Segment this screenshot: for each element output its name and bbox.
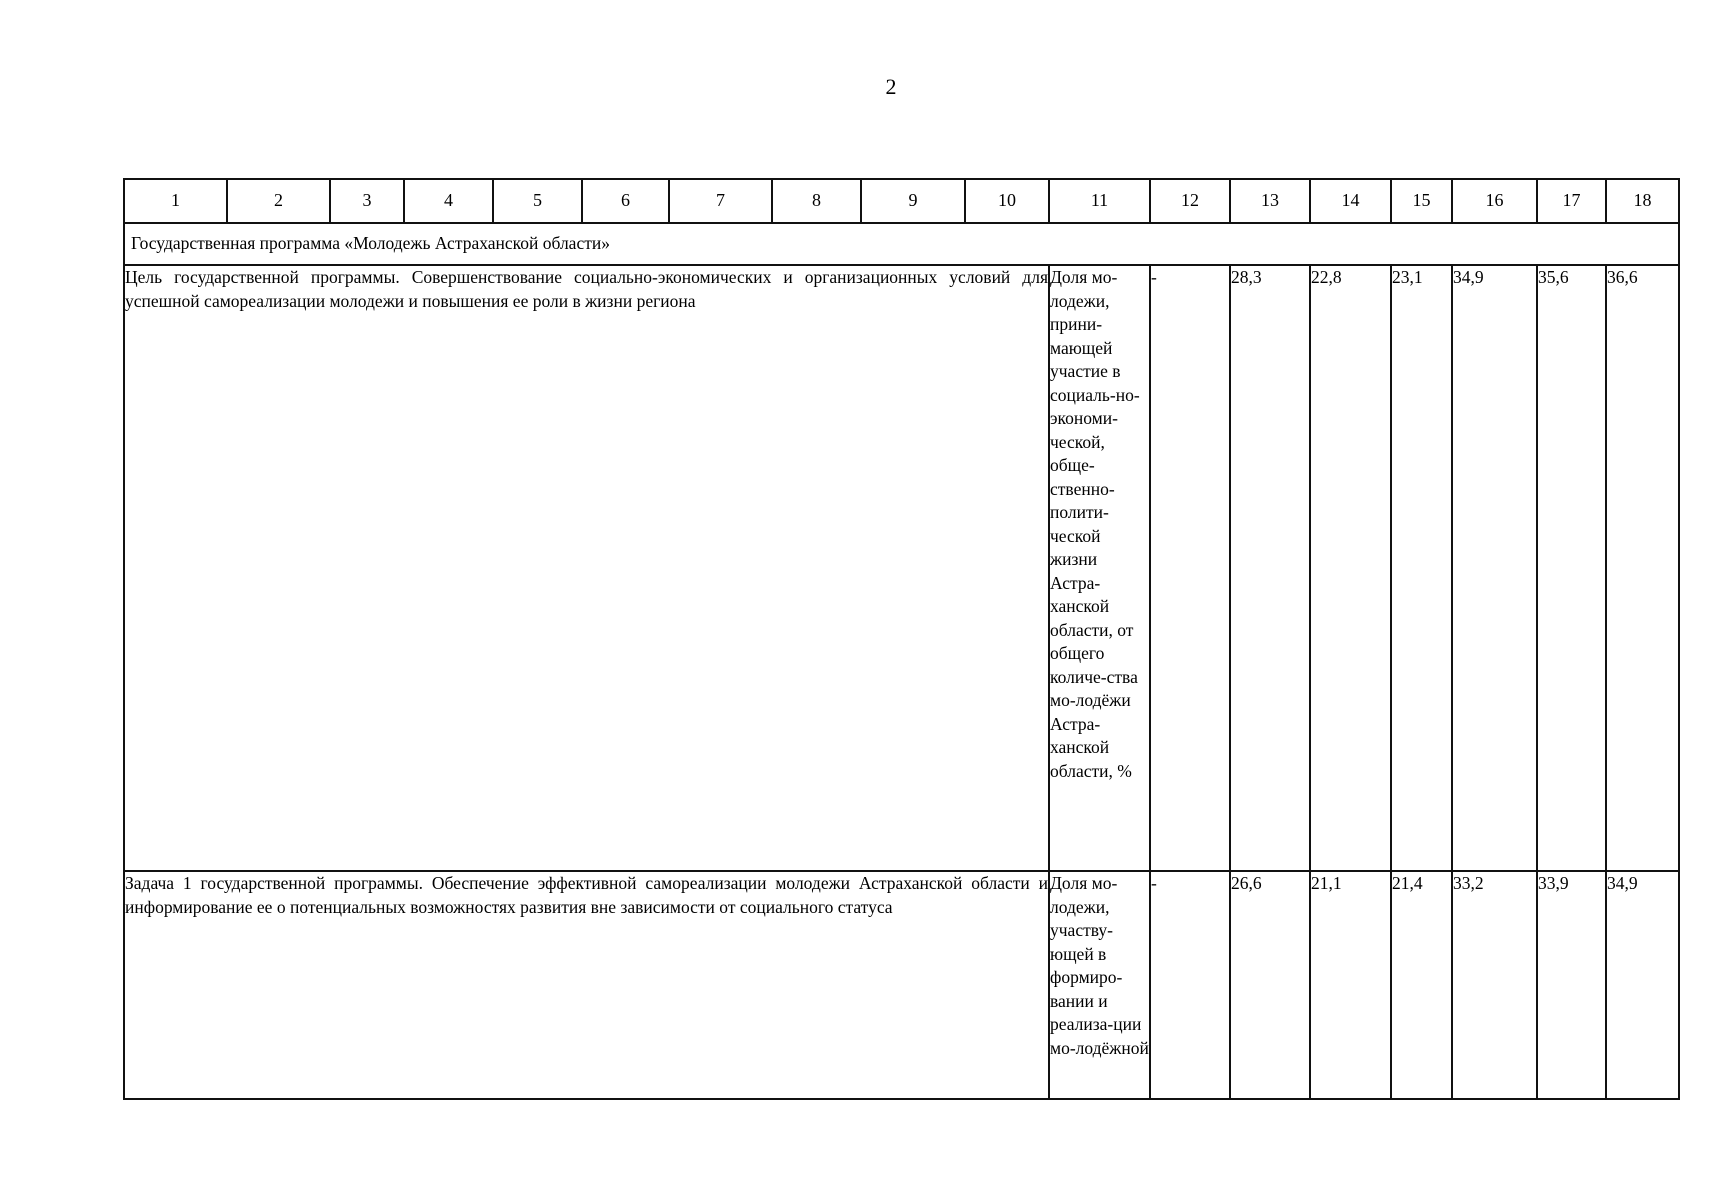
table-row: [124, 265, 1679, 871]
value-cell: 34,9: [1452, 265, 1537, 871]
column-header: 11: [1049, 179, 1150, 223]
column-header: 5: [493, 179, 582, 223]
column-header: 1: [124, 179, 227, 223]
column-header: 2: [227, 179, 330, 223]
goal-description: Цель государственной программы. Совершенствование социально-экономических и организационных условий для успешной самореализации молодежи и повышения ее роли в жизни региона: [124, 265, 1049, 871]
column-header: 10: [965, 179, 1049, 223]
value-cell: 34,9: [1606, 871, 1679, 1099]
column-header: 4: [404, 179, 493, 223]
column-header: 8: [772, 179, 861, 223]
value-cell: 21,1: [1310, 871, 1391, 1099]
column-header: 3: [330, 179, 404, 223]
indicator-cell: Доля мо-лодежи, участву-ющей в формиро-вании и реализа-ции мо-лодёжной: [1049, 871, 1150, 1099]
indicator-cell: Доля мо-лодежи, прини-мающей участие в социаль-но-экономи-ческой, обще-ственно-полити-ческой жизни Астра-ханской области, от общего количе-ства мо-лодёжи Астра-ханской области, %: [1049, 265, 1150, 871]
column-header: 7: [669, 179, 772, 223]
value-cell: 22,8: [1310, 265, 1391, 871]
value-cell: 36,6: [1606, 265, 1679, 871]
value-cell: 35,6: [1537, 265, 1606, 871]
table-row: [124, 871, 1679, 1099]
column-header: 9: [861, 179, 965, 223]
column-header: 15: [1391, 179, 1452, 223]
value-cell: 26,6: [1230, 871, 1310, 1099]
indicators-table: [123, 178, 1680, 1100]
value-cell: 33,2: [1452, 871, 1537, 1099]
column-header: 14: [1310, 179, 1391, 223]
column-header: 13: [1230, 179, 1310, 223]
value-cell: 28,3: [1230, 265, 1310, 871]
column-header: 16: [1452, 179, 1537, 223]
value-cell: -: [1150, 871, 1230, 1099]
column-header: 12: [1150, 179, 1230, 223]
page-number: 2: [885, 74, 897, 99]
column-header: 6: [582, 179, 669, 223]
column-numbers-row: [124, 179, 1679, 223]
value-cell: 21,4: [1391, 871, 1452, 1099]
value-cell: 23,1: [1391, 265, 1452, 871]
column-header: 17: [1537, 179, 1606, 223]
column-header: 18: [1606, 179, 1679, 223]
value-cell: -: [1150, 265, 1230, 871]
value-cell: 33,9: [1537, 871, 1606, 1099]
task-description: Задача 1 государственной программы. Обеспечение эффективной самореализации молодежи Астраханской области и информирование ее о потенциальных возможностях развития вне зависимости от социального статуса: [124, 871, 1049, 1099]
program-title-row: [124, 223, 1679, 265]
program-title: Государственная программа «Молодежь Астраханской области»: [124, 223, 1679, 265]
